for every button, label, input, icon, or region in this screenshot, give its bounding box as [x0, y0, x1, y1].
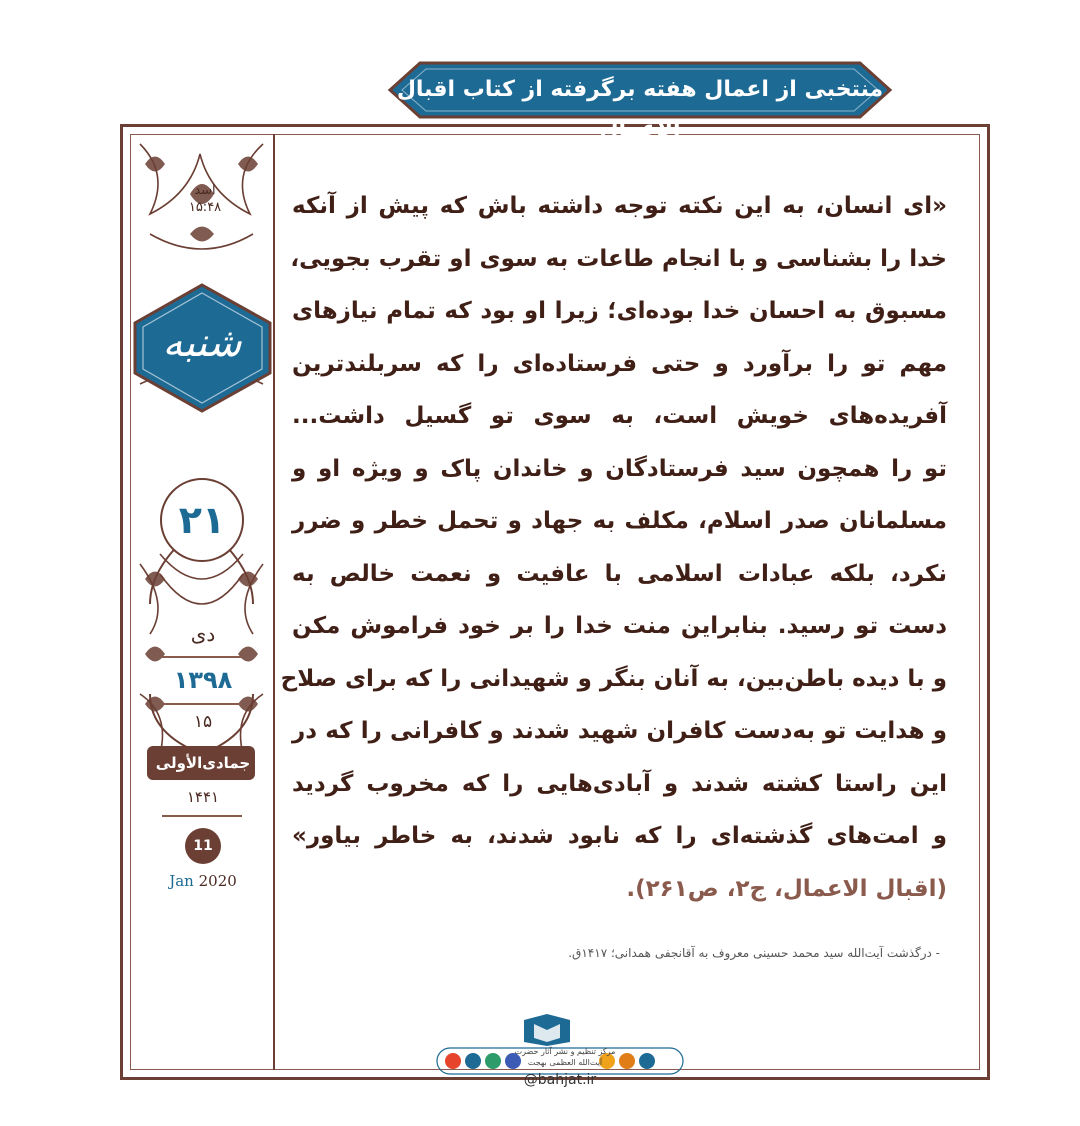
hijri-month: جمادی‌الأولی: [155, 754, 251, 772]
quote-line: و هدایت تو به‌دست کافران شهید شدند و کافرانی را که در: [292, 718, 947, 744]
weekday-name: شنبه: [162, 320, 242, 366]
calendar-sidebar: [130, 134, 275, 1070]
telegram-icon: [465, 1053, 481, 1069]
quote-line: و با دیده باطن‌بین، به آنان بنگر و شهیدانی را که برای صلاح: [280, 665, 947, 692]
gregorian-month: Jan: [169, 872, 194, 890]
gregorian-month-year: [148, 872, 258, 890]
page-title: منتخبی از اعمال هفته برگرفته از کتاب اقبال الاعمال: [396, 77, 884, 142]
whatsapp-icon: [485, 1053, 501, 1069]
soroush-icon: [619, 1053, 635, 1069]
bale-icon: [639, 1053, 655, 1069]
sidebar-ornament-pattern: [130, 134, 273, 1070]
quote-line: مسلمانان صدر اسلام، مکلف به جهاد و تحمل خطر و ضرر: [292, 508, 947, 534]
quote-line: دست تو رسید. بنابراین منت خدا را بر خود فراموش مکن: [292, 613, 947, 639]
quote-line: و امت‌های گذشته‌ای را که نابود شدند، به خاطر بیاور»: [292, 823, 947, 849]
quote-line: مهم تو را برآورد و حتی فرستاده‌ای را که سربلندترین: [292, 350, 947, 377]
main-quote: [280, 180, 947, 915]
footnote: - درگذشت آیت‌الله سید محمد حسینی معروف به آقانجفی همدانی؛ ۱۴۱۷ق.: [568, 946, 940, 960]
institute-name: مرکز تنظیم و نشر آثار حضرت آیت‌الله العظمی بهجت: [514, 1047, 616, 1067]
gregorian-day: 11: [193, 838, 213, 854]
quote-line: «ای انسان، به این نکته توجه داشته باش که پیش از آنکه: [292, 193, 947, 219]
quote-line: خدا را بشناسی و با انجام طاعات به سوی او تقرب بجویی،: [290, 245, 947, 272]
divider: [162, 656, 242, 658]
quote-line: تو را همچون سید فرستادگان و خاندان پاک و ویژه او و: [292, 455, 947, 482]
aparat-icon: [445, 1053, 461, 1069]
quote-line: مسبوق به احسان خدا بوده‌ای؛ زیرا او بود که تمام نیازهای: [292, 298, 947, 324]
hijri-year: ۱۴۴۱: [186, 788, 220, 806]
hijri-day: ۱۵: [193, 712, 213, 732]
divider: [162, 703, 242, 705]
divider: [162, 815, 242, 817]
solar-year: ۱۳۹۸: [173, 666, 233, 694]
quote-line: نکرد، بلکه عبادات اسلامی با عافیت و نعمت خالص به: [292, 560, 947, 587]
clock-time: ۱۵:۴۸: [188, 200, 222, 215]
gregorian-year: 2020: [198, 872, 237, 890]
quote-line: این راستا کشته شدند و آبادی‌هایی را که مخروب گردید: [292, 770, 947, 797]
zodiac-label: اسد: [194, 183, 216, 198]
solar-month: دی: [190, 622, 216, 646]
citation: (اقبال الاعمال، ج۲، ص۲۶۱).: [626, 875, 947, 902]
quote-line: آفریده‌های خویش است، به سوی تو گسیل داشت...: [292, 403, 947, 429]
time-block: [175, 182, 235, 216]
day-number: ۲۱: [178, 498, 226, 542]
social-handle[interactable]: @bahjat.ir: [523, 1072, 597, 1088]
